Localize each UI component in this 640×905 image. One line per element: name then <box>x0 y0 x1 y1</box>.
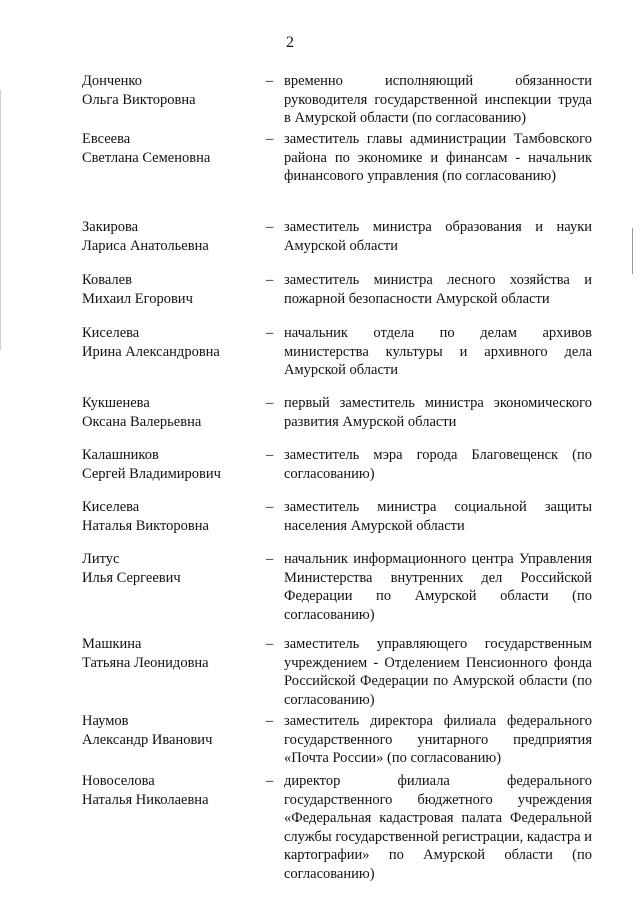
person-position: временно исполняющий обязанности руководителя государственной инспекции труда в Амурской области (по согласованию) <box>284 73 592 126</box>
person-surname: Новоселова <box>82 773 155 789</box>
person-surname: Киселева <box>82 499 140 515</box>
dash-separator: – <box>266 395 274 411</box>
person-surname: Ковалев <box>82 272 132 288</box>
person-surname: Наумов <box>82 713 129 729</box>
scan-margin-mark <box>632 228 633 274</box>
person-position: директор филиала федерального государственного бюджетного учреждения «Федеральная кадастровая палата Федеральной службы государственной регистрации, кадастра и картографии» по Амурской области (по согласованию) <box>284 773 592 882</box>
person-name <box>82 271 262 309</box>
person-surname: Донченко <box>82 73 142 89</box>
person-position: заместитель директора филиала федерального государственного унитарного предприятия «Почта России» (по согласованию) <box>284 713 592 766</box>
person-surname: Машкина <box>82 636 142 652</box>
person-name <box>82 498 262 536</box>
dash-separator: – <box>266 447 274 463</box>
person-given-names: Татьяна Леонидовна <box>82 655 209 671</box>
dash-separator: – <box>266 219 274 235</box>
person-given-names: Ольга Викторовна <box>82 92 196 108</box>
person-surname: Литус <box>82 551 120 567</box>
person-name <box>82 130 262 168</box>
person-position: заместитель главы администрации Тамбовского района по экономике и финансам - начальник финансового управления (по согласованию) <box>284 131 592 184</box>
dash-separator: – <box>266 636 274 652</box>
person-given-names: Светлана Семеновна <box>82 150 211 166</box>
person-given-names: Наталья Николаевна <box>82 792 209 808</box>
person-given-names: Сергей Владимирович <box>82 466 221 482</box>
person-name <box>82 324 262 362</box>
person-given-names: Оксана Валерьевна <box>82 414 202 430</box>
dash-separator: – <box>266 551 274 567</box>
person-position: заместитель министра лесного хозяйства и пожарной безопасности Амурской области <box>284 272 592 307</box>
person-position: заместитель министра социальной защиты населения Амурской области <box>284 499 592 534</box>
person-name <box>82 394 262 432</box>
person-given-names: Михаил Егорович <box>82 291 193 307</box>
person-name <box>82 635 262 673</box>
dash-separator: – <box>266 272 274 288</box>
person-name <box>82 772 262 810</box>
dash-separator: – <box>266 131 274 147</box>
person-name <box>82 72 262 110</box>
page-number: 2 <box>286 34 294 51</box>
dash-separator: – <box>266 499 274 515</box>
person-surname: Евсеева <box>82 131 131 147</box>
person-position: заместитель министра образования и науки Амурской области <box>284 219 592 254</box>
dash-separator: – <box>266 325 274 341</box>
person-position: начальник отдела по делам архивов министерства культуры и архивного дела Амурской области <box>284 325 592 378</box>
person-position: заместитель управляющего государственным учреждением - Отделением Пенсионного фонда Российской Федерации по Амурской области (по согласованию) <box>284 636 592 708</box>
person-given-names: Лариса Анатольевна <box>82 238 209 254</box>
person-given-names: Ирина Александровна <box>82 344 220 360</box>
person-name <box>82 446 262 484</box>
person-given-names: Наталья Викторовна <box>82 518 209 534</box>
person-position: начальник информационного центра Управления Министерства внутренних дел Российской Федерации по Амурской области (по согласованию) <box>284 551 592 623</box>
person-given-names: Александр Иванович <box>82 732 213 748</box>
person-name <box>82 712 262 750</box>
person-surname: Кукшенева <box>82 395 150 411</box>
person-position: первый заместитель министра экономического развития Амурской области <box>284 395 592 430</box>
scan-edge-mark <box>0 90 1 350</box>
person-given-names: Илья Сергеевич <box>82 570 181 586</box>
dash-separator: – <box>266 713 274 729</box>
person-name <box>82 550 262 588</box>
person-surname: Закирова <box>82 219 139 235</box>
dash-separator: – <box>266 773 274 789</box>
dash-separator: – <box>266 73 274 89</box>
person-position: заместитель мэра города Благовещенск (по согласованию) <box>284 447 592 482</box>
person-surname: Киселева <box>82 325 140 341</box>
person-surname: Калашников <box>82 447 159 463</box>
person-name <box>82 218 262 256</box>
